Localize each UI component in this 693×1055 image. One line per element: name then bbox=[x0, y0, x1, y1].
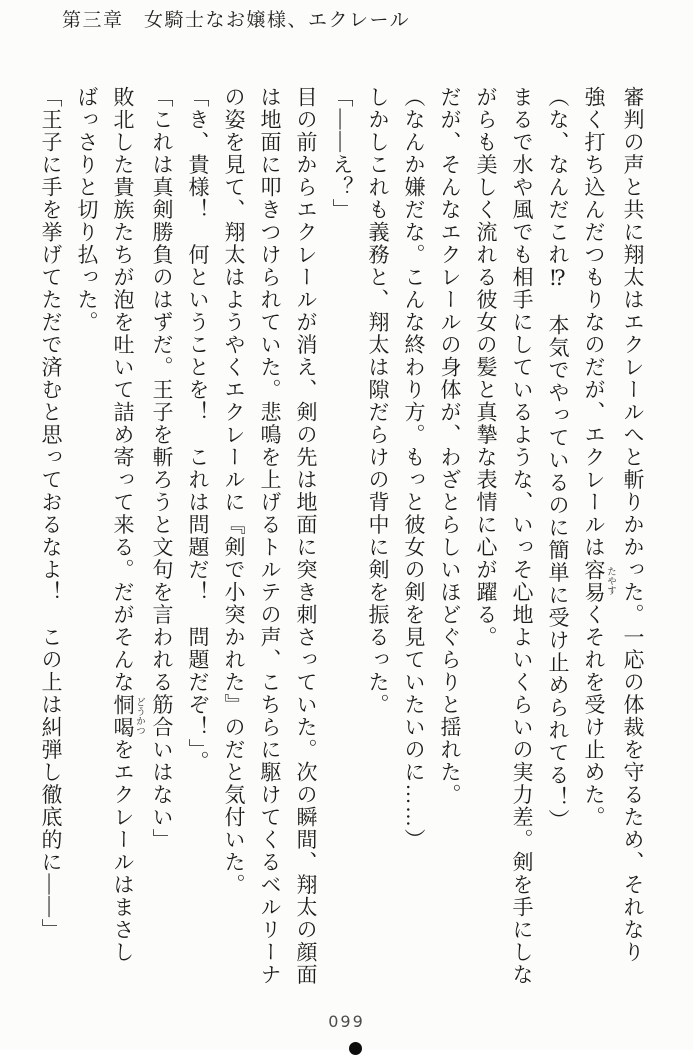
text-column: がらも美しく流れる彼女の髪と真摯な表情に心が躍る。 bbox=[474, 86, 498, 649]
text-column: まるで水や風でも相手にしているような、いっそ心地よいくらいの実力差。剣を手にしな bbox=[510, 86, 534, 986]
text-column: ばっさりと切り払った。 bbox=[75, 86, 99, 334]
furigana-ruby: 容易 たやす bbox=[582, 558, 615, 604]
text-column: しかしこれも義務と、翔太は隙だらけの背中に剣を振るった。 bbox=[366, 86, 390, 716]
text-column: 「王子に手を挙げてただで済むと思っておるなよ！ この上は糾弾し徹底的に――」 bbox=[39, 86, 63, 941]
text-column: の姿を見て、翔太はようやくエクレールに『剣で小突かれた』のだと気付いた。 bbox=[222, 86, 246, 896]
text-column: 「これは真剣勝負のはずだ。王子を斬ろうと文句を言われる筋合いはない」 bbox=[150, 86, 174, 851]
text-column: 強く打ち込んだつもりなのだが、エクレールは容易 たやすくそれを受け止めた。 bbox=[582, 86, 615, 829]
chapter-header: 第三章 女騎士なお嬢様、エクレール bbox=[62, 10, 411, 31]
text-block bbox=[33, 86, 651, 1008]
text-column: は地面に叩きつけられていた。悲鳴を上げるトルテの声、こちらに駆けてくるベルリーナ bbox=[258, 86, 282, 986]
furigana-ruby: 恫喝 どうかつ bbox=[111, 693, 144, 739]
text-column: 「――え？」 bbox=[330, 86, 354, 221]
text-column: だが、そんなエクレールの身体が、わざとらしいほどぐらりと揺れた。 bbox=[438, 86, 462, 806]
text-column: 審判の声と共に翔太はエクレールへと斬りかかった。一応の体裁を守るため、それなり bbox=[621, 86, 645, 964]
footer-dot-marker bbox=[349, 1042, 362, 1055]
text-column: 目の前からエクレールが消え、剣の先は地面に突き刺さっていた。次の瞬間、翔太の顔面 bbox=[294, 86, 318, 986]
page-number: 099 bbox=[328, 1012, 365, 1031]
text-column: （なんか嫌だな。こんな終わり方。もっと彼女の剣を見ていたいのに……） bbox=[402, 86, 426, 851]
text-column: （な、なんだこれ⁉ 本気でやっているのに簡単に受け止められてる！） bbox=[546, 86, 570, 832]
text-column: 敗北した貴族たちが泡を吐いて詰め寄って来る。だがそんな恫喝 どうかつをエクレールはまさし bbox=[111, 86, 144, 964]
text-column: 「き、貴様！ 何ということを！ これは問題だ！ 問題だぞ！」。 bbox=[186, 86, 210, 773]
